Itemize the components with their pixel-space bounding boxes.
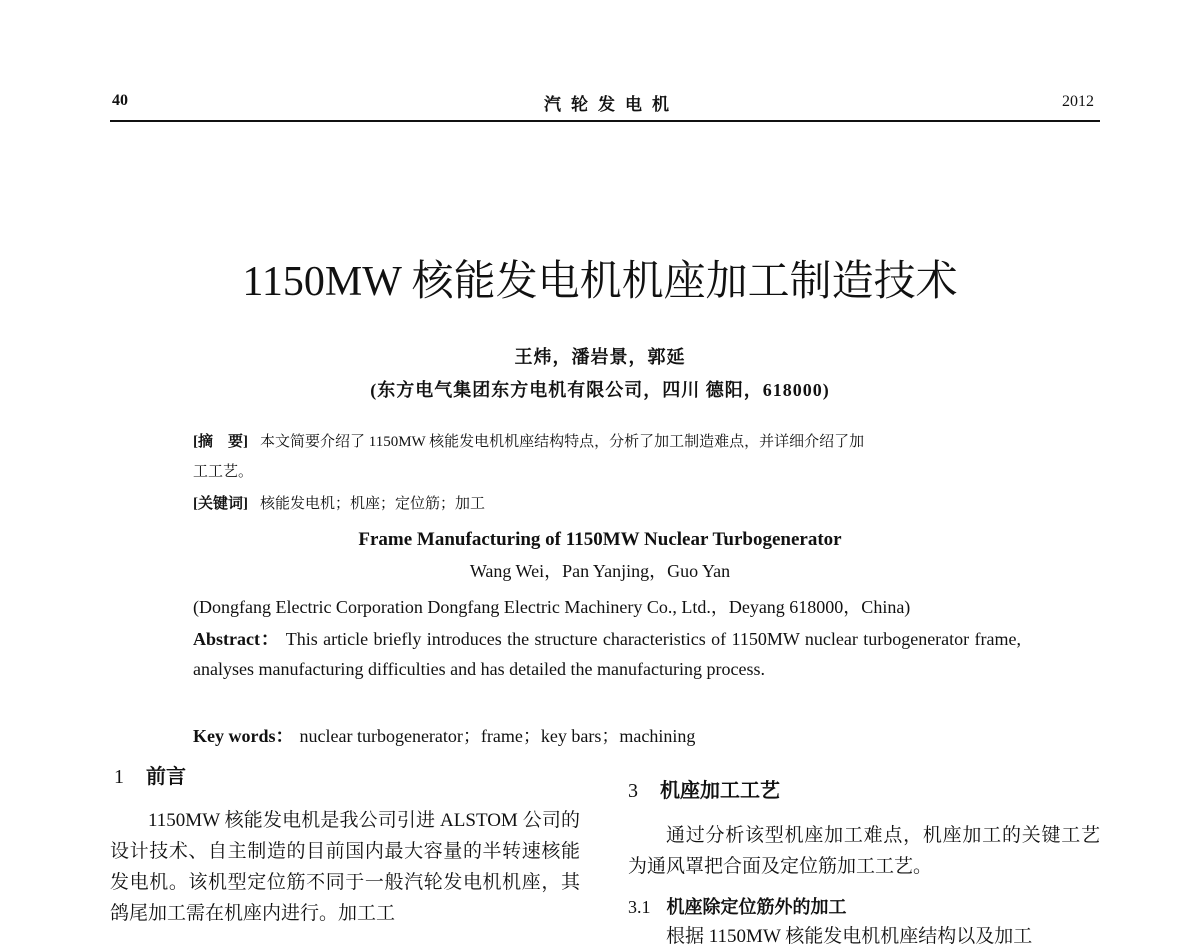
english-keywords xyxy=(193,722,695,748)
section-3-1-title: 机座除定位筋外的加工 xyxy=(666,897,847,917)
section-3-heading xyxy=(628,774,780,803)
english-abstract-text: This article briefly introduces the structure characteristics of 1150MW nuclear turbogenerator frame, analyses manufacturing difficulties and has detailed the manufacturing process. xyxy=(193,629,1021,679)
section-1-paragraph: 1150MW 核能发电机是我公司引进 ALSTOM 公司的设计技术、自主制造的目前国内最大容量的半转速核能发电机。该机型定位筋不同于一般汽轮发电机机座，其鸽尾加工需在机座内进行。加工工 xyxy=(110,810,580,924)
keywords-cn-label: [关键词] xyxy=(193,496,248,512)
section-3-1-heading xyxy=(628,893,847,919)
keywords-cn-text: 核能发电机；机座；定位筋；加工 xyxy=(260,496,486,512)
page-number: 40 xyxy=(112,92,128,109)
section-3-paragraph: 通过分析该型机座加工难点，机座加工的关键工艺为通风罩把合面及定位筋加工工艺。 xyxy=(628,825,1100,877)
section-3-number: 3 xyxy=(628,780,638,802)
section-3-1-number: 3.1 xyxy=(628,897,651,917)
section-1-number: 1 xyxy=(114,766,124,788)
publication-year: 2012 xyxy=(1062,93,1094,110)
section-3-1-paragraph: 根据 1150MW 核能发电机机座结构以及加工 xyxy=(666,926,1033,947)
section-1-heading xyxy=(114,760,186,789)
english-keywords-label: Key words： xyxy=(193,726,294,746)
affiliation-cn: (东方电气集团东方电机有限公司，四川 德阳，618000) xyxy=(370,380,830,400)
paper-title: 1150MW 核能发电机机座加工制造技术 xyxy=(242,259,958,305)
abstract-cn-label: [摘 要] xyxy=(193,434,248,450)
english-keywords-text: nuclear turbogenerator；frame；key bars；machining xyxy=(299,726,696,746)
english-authors: Wang Wei，Pan Yanjing，Guo Yan xyxy=(469,561,731,581)
english-affiliation: (Dongfang Electric Corporation Dongfang Electric Machinery Co., Ltd.，Deyang 618000，China) xyxy=(193,597,911,617)
section-3-title: 机座加工工艺 xyxy=(660,780,780,802)
authors-cn: 王炜，潘岩景，郭延 xyxy=(514,347,686,367)
keywords-cn xyxy=(193,492,485,513)
english-title: Frame Manufacturing of 1150MW Nuclear Turbogenerator xyxy=(358,529,842,550)
abstract-cn xyxy=(193,430,864,451)
header-rule xyxy=(110,120,1100,122)
section-1-title: 前言 xyxy=(146,766,186,788)
abstract-cn-line2: 工工艺。 xyxy=(193,464,254,480)
english-abstract xyxy=(193,624,1021,684)
journal-name: 汽轮发电机 xyxy=(544,95,679,114)
english-abstract-label: Abstract： xyxy=(193,629,280,649)
abstract-cn-line1: 本文简要介绍了 1150MW 核能发电机机座结构特点，分析了加工制造难点，并详细介绍了加 xyxy=(260,434,865,450)
